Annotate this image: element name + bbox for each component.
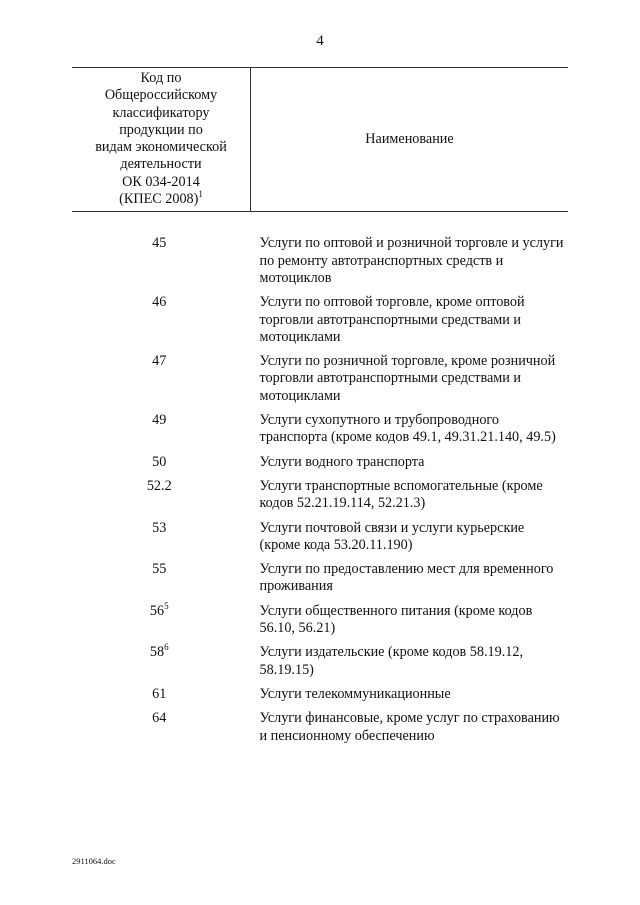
code-cell [72,520,251,562]
footnote-marker: 6 [164,642,169,653]
code-cell [72,561,251,603]
header-line: ОК 034-2014 [122,173,200,190]
header-line: классификатору [112,104,210,121]
table-row [72,294,568,353]
document-filename: 2911064.doc [72,856,116,866]
code-cell [72,353,251,412]
table-row [72,561,568,603]
header-line [74,191,248,208]
table-body [72,212,568,752]
header-line: деятельности [120,156,202,173]
code-cell [72,644,251,686]
footnote-marker: 5 [164,600,169,611]
code-value: 49 [152,412,167,429]
table-row [72,478,568,520]
table-row [72,412,568,454]
code-cell [72,686,251,710]
code-value: 52.2 [146,477,172,494]
name-cell: Услуги сухопутного и трубопроводного транспорта (кроме кодов 49.1, 49.31.21.140, 49.5) [259,412,556,446]
code-value: 58 [149,644,165,661]
table-row [72,212,568,294]
header-line: Общероссийскому [104,87,218,104]
code-cell [72,454,251,478]
name-cell: Услуги водного транспорта [259,453,425,470]
header-line: Код по [140,70,182,86]
name-cell: Услуги финансовые, кроме услуг по страхованию и пенсионному обеспечению [259,710,560,744]
code-value: 55 [152,561,167,578]
name-cell: Услуги почтовой связи и услуги курьерские (кроме кода 53.20.11.190) [259,519,525,553]
code-value: 53 [152,519,167,536]
code-value: 61 [152,685,167,702]
code-cell [72,600,251,645]
name-cell: Услуги транспортные вспомогательные (кроме кодов 52.21.19.114, 52.21.3) [259,477,543,512]
code-value: 56 [149,602,165,619]
code-value: 64 [152,710,167,727]
code-column-header [72,68,251,212]
code-cell [72,294,251,353]
name-cell: Услуги телекоммуникационные [259,685,451,702]
code-value: 46 [152,294,167,311]
code-value: 50 [152,453,167,470]
name-cell: Услуги издательские (кроме кодов 58.19.12, 58.19.15) [259,644,524,678]
code-cell [72,212,251,294]
code-value: 45 [152,235,167,252]
table-row [72,686,568,710]
table-row [72,644,568,686]
name-cell: Услуги по оптовой торговле, кроме оптовой торговли автотранспортными средствами и мотоциклами [259,294,525,345]
code-cell [72,478,251,520]
name-cell: Услуги по предоставлению мест для временного проживания [259,561,554,595]
footnote-marker: 1 [198,189,203,200]
table-row [72,520,568,562]
table-header-row [72,68,568,212]
name-cell: Услуги по оптовой и розничной торговле и услуги по ремонту автотранспортных средств и мотоциклов [259,235,564,286]
header-line-text: (КПЕС 2008) [119,191,199,208]
code-cell [72,710,251,752]
header-line: видам экономической [95,139,227,156]
code-value: 47 [152,353,167,370]
table-row [72,454,568,478]
table-row [72,603,568,645]
page-number: 4 [316,33,324,49]
name-column-header: Наименование [251,68,569,212]
header-line: продукции по [119,121,203,138]
name-cell: Услуги по розничной торговле, кроме розничной торговли автотранспортными средствами и мотоциклами [259,353,556,404]
classifier-table [72,67,568,752]
code-cell [72,412,251,454]
table-row [72,710,568,752]
name-cell: Услуги общественного питания (кроме кодов 56.10, 56.21) [259,602,533,637]
table-row [72,353,568,412]
